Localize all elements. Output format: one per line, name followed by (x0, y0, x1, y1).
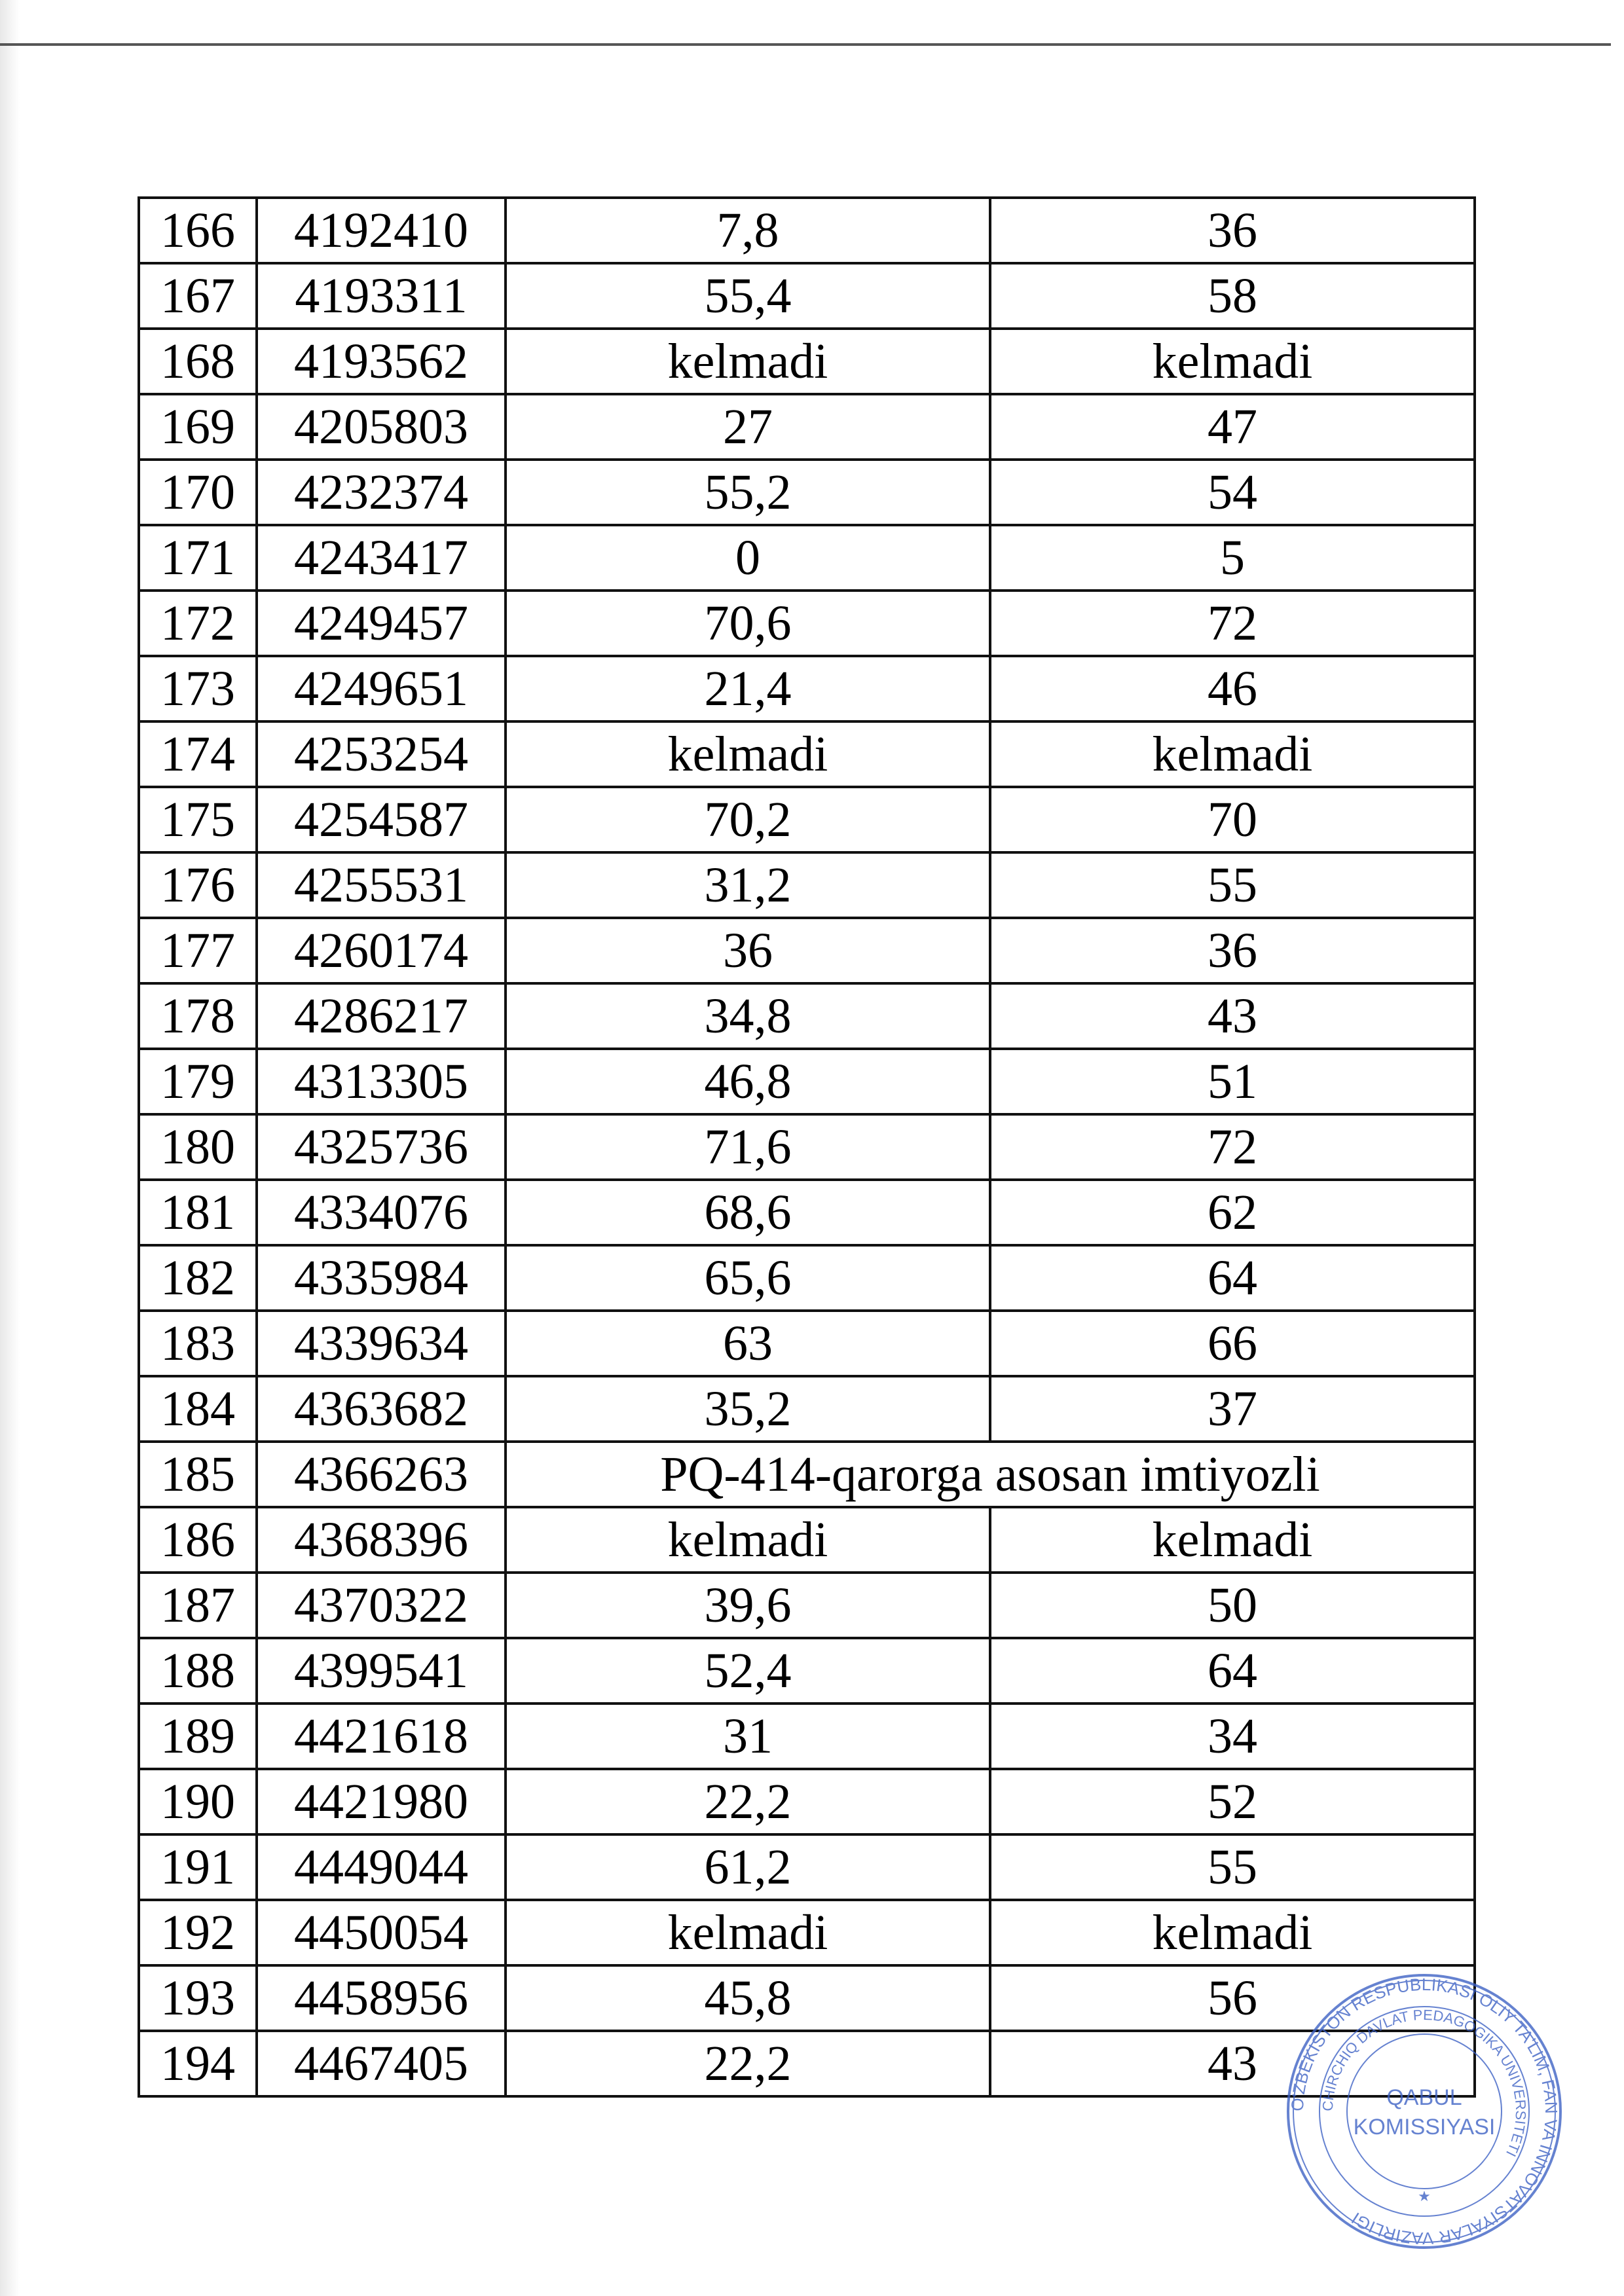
score-2-cell: kelmadi (990, 721, 1475, 787)
applicant-id-cell: 4254587 (257, 787, 506, 852)
table-row (139, 1769, 1475, 1834)
row-number-cell: 168 (139, 329, 257, 394)
applicant-id-cell: 4249457 (257, 591, 506, 656)
row-number-cell: 192 (139, 1900, 257, 1965)
stamp-inner-text: CHIRCHIQ DAVLAT PEDAGOGIKA UNIVERSITETI (1319, 2006, 1530, 2160)
applicant-id-cell: 4421618 (257, 1704, 506, 1769)
score-2-cell: 64 (990, 1245, 1475, 1311)
row-number-cell: 171 (139, 525, 257, 591)
table-row (139, 460, 1475, 525)
applicant-id-cell: 4193311 (257, 263, 506, 329)
table-row (139, 1638, 1475, 1704)
score-1-cell: 27 (506, 394, 990, 460)
score-1-cell: kelmadi (506, 1900, 990, 1965)
score-2-cell: 36 (990, 918, 1475, 983)
score-1-cell: 36 (506, 918, 990, 983)
score-1-cell: 22,2 (506, 2031, 990, 2096)
table-row (139, 1245, 1475, 1311)
score-1-cell: 70,2 (506, 787, 990, 852)
applicant-id-cell: 4368396 (257, 1507, 506, 1573)
row-number-cell: 179 (139, 1049, 257, 1114)
applicant-id-cell: 4370322 (257, 1573, 506, 1638)
score-1-cell: 55,2 (506, 460, 990, 525)
score-2-cell: 55 (990, 1834, 1475, 1900)
table-row (139, 2031, 1475, 2096)
score-1-cell: 46,8 (506, 1049, 990, 1114)
table-row (139, 1965, 1475, 2031)
score-2-cell: 54 (990, 460, 1475, 525)
table-row (139, 1900, 1475, 1965)
row-number-cell: 186 (139, 1507, 257, 1573)
applicant-id-cell: 4253254 (257, 721, 506, 787)
score-1-cell: 61,2 (506, 1834, 990, 1900)
score-2-cell: 43 (990, 2031, 1475, 2096)
row-number-cell: 187 (139, 1573, 257, 1638)
score-2-cell: 56 (990, 1965, 1475, 2031)
table-row (139, 787, 1475, 852)
table-row (139, 591, 1475, 656)
applicant-id-cell: 4339634 (257, 1311, 506, 1376)
page-top-rule (0, 43, 1611, 46)
score-1-cell: 45,8 (506, 1965, 990, 2031)
applicant-id-cell: 4255531 (257, 852, 506, 918)
table-row (139, 525, 1475, 591)
score-2-cell: 34 (990, 1704, 1475, 1769)
row-number-cell: 167 (139, 263, 257, 329)
applicant-id-cell: 4286217 (257, 983, 506, 1049)
applicant-id-cell: 4334076 (257, 1180, 506, 1245)
applicant-id-cell: 4458956 (257, 1965, 506, 2031)
applicant-id-cell: 4232374 (257, 460, 506, 525)
score-1-cell: 65,6 (506, 1245, 990, 1311)
score-2-cell: kelmadi (990, 329, 1475, 394)
row-number-cell: 174 (139, 721, 257, 787)
applicant-id-cell: 4467405 (257, 2031, 506, 2096)
table-row (139, 983, 1475, 1049)
score-2-cell: 51 (990, 1049, 1475, 1114)
applicant-id-cell: 4192410 (257, 198, 506, 263)
applicant-id-cell: 4260174 (257, 918, 506, 983)
table-row (139, 1507, 1475, 1573)
row-number-cell: 194 (139, 2031, 257, 2096)
score-2-cell: 62 (990, 1180, 1475, 1245)
applicant-id-cell: 4363682 (257, 1376, 506, 1442)
table-row (139, 1376, 1475, 1442)
score-2-cell: 43 (990, 983, 1475, 1049)
table-row (139, 1573, 1475, 1638)
applicant-id-cell: 4399541 (257, 1638, 506, 1704)
row-number-cell: 166 (139, 198, 257, 263)
applicant-id-cell: 4335984 (257, 1245, 506, 1311)
table-row (139, 1442, 1475, 1507)
stamp-center-line-2: KOMISSIYASI (1353, 2115, 1496, 2140)
table-row (139, 263, 1475, 329)
row-number-cell: 175 (139, 787, 257, 852)
score-2-cell: 55 (990, 852, 1475, 918)
applicant-id-cell: 4366263 (257, 1442, 506, 1507)
row-number-cell: 173 (139, 656, 257, 721)
table-row (139, 1049, 1475, 1114)
applicant-id-cell: 4249651 (257, 656, 506, 721)
applicant-id-cell: 4449044 (257, 1834, 506, 1900)
score-2-cell: 50 (990, 1573, 1475, 1638)
row-number-cell: 180 (139, 1114, 257, 1180)
applicant-id-cell: 4313305 (257, 1049, 506, 1114)
score-2-cell: 72 (990, 591, 1475, 656)
table-row (139, 852, 1475, 918)
score-2-cell: 66 (990, 1311, 1475, 1376)
table-row (139, 1114, 1475, 1180)
row-number-cell: 193 (139, 1965, 257, 2031)
row-number-cell: 190 (139, 1769, 257, 1834)
score-2-cell: 47 (990, 394, 1475, 460)
score-1-cell: kelmadi (506, 1507, 990, 1573)
table-row (139, 1834, 1475, 1900)
score-1-cell: 34,8 (506, 983, 990, 1049)
row-number-cell: 189 (139, 1704, 257, 1769)
score-2-cell: kelmadi (990, 1507, 1475, 1573)
applicant-id-cell: 4193562 (257, 329, 506, 394)
table-row (139, 918, 1475, 983)
score-2-cell: 36 (990, 198, 1475, 263)
row-number-cell: 183 (139, 1311, 257, 1376)
score-2-cell: kelmadi (990, 1900, 1475, 1965)
score-2-cell: 64 (990, 1638, 1475, 1704)
score-1-cell: 31 (506, 1704, 990, 1769)
table-row (139, 1311, 1475, 1376)
table-row (139, 656, 1475, 721)
table-row (139, 1180, 1475, 1245)
applicant-id-cell: 4450054 (257, 1900, 506, 1965)
score-2-cell: 37 (990, 1376, 1475, 1442)
score-1-cell: 21,4 (506, 656, 990, 721)
row-number-cell: 184 (139, 1376, 257, 1442)
score-2-cell: 72 (990, 1114, 1475, 1180)
admission-committee-stamp (1283, 1971, 1565, 2252)
applicant-id-cell: 4243417 (257, 525, 506, 591)
score-2-cell: 46 (990, 656, 1475, 721)
stamp-inner-ring (1347, 2034, 1502, 2189)
score-1-cell: 7,8 (506, 198, 990, 263)
row-number-cell: 177 (139, 918, 257, 983)
score-1-cell: 71,6 (506, 1114, 990, 1180)
score-2-cell: 58 (990, 263, 1475, 329)
stamp-center-line-1: QABUL (1386, 2085, 1462, 2110)
results-table-container (138, 196, 1473, 2098)
table-row (139, 329, 1475, 394)
score-1-cell: 63 (506, 1311, 990, 1376)
score-1-cell: kelmadi (506, 721, 990, 787)
score-1-cell: kelmadi (506, 329, 990, 394)
table-row (139, 721, 1475, 787)
row-number-cell: 191 (139, 1834, 257, 1900)
results-table-body (139, 198, 1475, 2096)
table-row (139, 394, 1475, 460)
row-number-cell: 188 (139, 1638, 257, 1704)
row-number-cell: 169 (139, 394, 257, 460)
stamp-star-icon: ★ (1418, 2188, 1431, 2204)
score-1-cell: 68,6 (506, 1180, 990, 1245)
applicant-id-cell: 4421980 (257, 1769, 506, 1834)
score-2-cell: 52 (990, 1769, 1475, 1834)
row-number-cell: 185 (139, 1442, 257, 1507)
score-1-cell: 22,2 (506, 1769, 990, 1834)
score-1-cell: 35,2 (506, 1376, 990, 1442)
merged-note-cell: PQ-414-qarorga asosan imtiyozli (506, 1442, 1475, 1507)
table-row (139, 198, 1475, 263)
score-1-cell: 52,4 (506, 1638, 990, 1704)
table-row (139, 1704, 1475, 1769)
score-2-cell: 70 (990, 787, 1475, 852)
row-number-cell: 176 (139, 852, 257, 918)
score-1-cell: 39,6 (506, 1573, 990, 1638)
applicant-id-cell: 4205803 (257, 394, 506, 460)
applicant-id-cell: 4325736 (257, 1114, 506, 1180)
scan-edge-shadow (0, 0, 20, 2296)
row-number-cell: 172 (139, 591, 257, 656)
score-1-cell: 70,6 (506, 591, 990, 656)
stamp-outer-text: O'ZBEKISTON RESPUBLIKASI OLIY TA'LIM, FAN VA INNOVATSIYALAR VAZIRLIGI (1287, 1974, 1562, 2249)
row-number-cell: 170 (139, 460, 257, 525)
score-2-cell: 5 (990, 525, 1475, 591)
row-number-cell: 181 (139, 1180, 257, 1245)
score-1-cell: 0 (506, 525, 990, 591)
row-number-cell: 178 (139, 983, 257, 1049)
results-table (138, 196, 1476, 2098)
row-number-cell: 182 (139, 1245, 257, 1311)
score-1-cell: 31,2 (506, 852, 990, 918)
score-1-cell: 55,4 (506, 263, 990, 329)
